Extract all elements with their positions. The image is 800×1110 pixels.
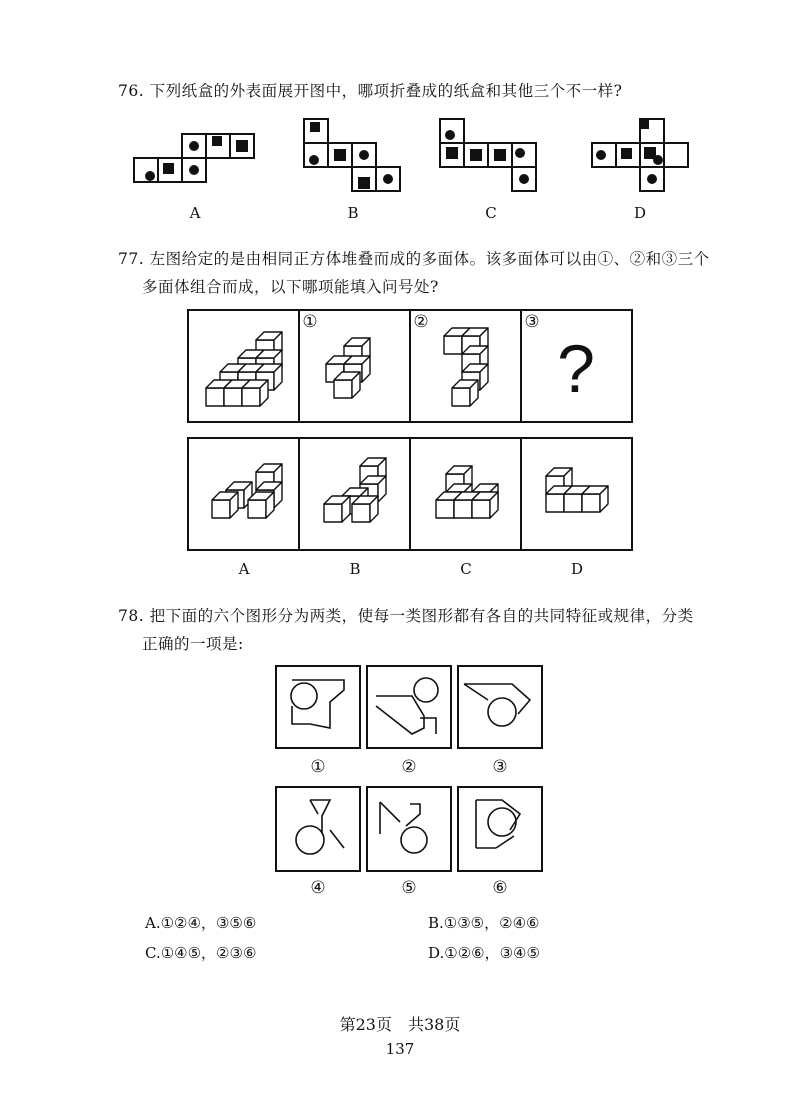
- q76-label-b: B: [347, 204, 359, 222]
- q77-part-label-3: ③: [524, 312, 540, 332]
- q78-figure-label-3: ③: [492, 757, 508, 777]
- q77-label-a[interactable]: A: [238, 560, 250, 578]
- q78-option-b[interactable]: B.①③⑤，②④⑥: [428, 914, 540, 932]
- question-77-line1: 77. 左图给定的是由相同正方体堆叠而成的多面体。该多面体可以由①、②和③三个: [118, 250, 710, 268]
- q78-option-c[interactable]: C.①④⑤，②③⑥: [145, 944, 257, 962]
- q78-figure-label-1: ①: [310, 757, 326, 777]
- question-76-text: 76. 下列纸盒的外表面展开图中，哪项折叠成的纸盒和其他三个不一样?: [118, 82, 623, 100]
- q78-option-a[interactable]: A.①②④，③⑤⑥: [145, 914, 257, 932]
- q77-label-d[interactable]: D: [570, 560, 584, 578]
- q76-label-d: D: [633, 204, 647, 222]
- question-77-line2: 多面体组合而成，以下哪项能填入问号处?: [142, 278, 439, 296]
- q78-figure-label-4: ④: [310, 878, 326, 898]
- q78-figure-label-6: ⑥: [492, 878, 508, 898]
- q76-label-c: C: [485, 204, 497, 222]
- page-info: 第23页 共38页: [339, 1015, 461, 1034]
- question-78-line2: 正确的一项是:: [142, 635, 244, 653]
- question-78-line1: 78. 把下面的六个图形分为两类，使每一类图形都有各自的共同特征或规律，分类: [118, 607, 694, 625]
- q77-question-mark: ?: [557, 331, 595, 407]
- q78-figure-3: [458, 666, 542, 748]
- page-number: 137: [385, 1040, 415, 1058]
- q78-figure-2: [367, 666, 451, 748]
- q77-label-c[interactable]: C: [460, 560, 472, 578]
- q78-figure-label-2: ②: [401, 757, 417, 777]
- q77-part-label-1: ①: [302, 312, 318, 332]
- q78-figure-label-5: ⑤: [401, 878, 417, 898]
- q76-label-a: A: [189, 204, 201, 222]
- q77-label-b[interactable]: B: [349, 560, 361, 578]
- q78-option-d[interactable]: D.①②⑥，③④⑤: [428, 944, 540, 962]
- q77-part-label-2: ②: [413, 312, 429, 332]
- q78-figure-1: [276, 666, 360, 748]
